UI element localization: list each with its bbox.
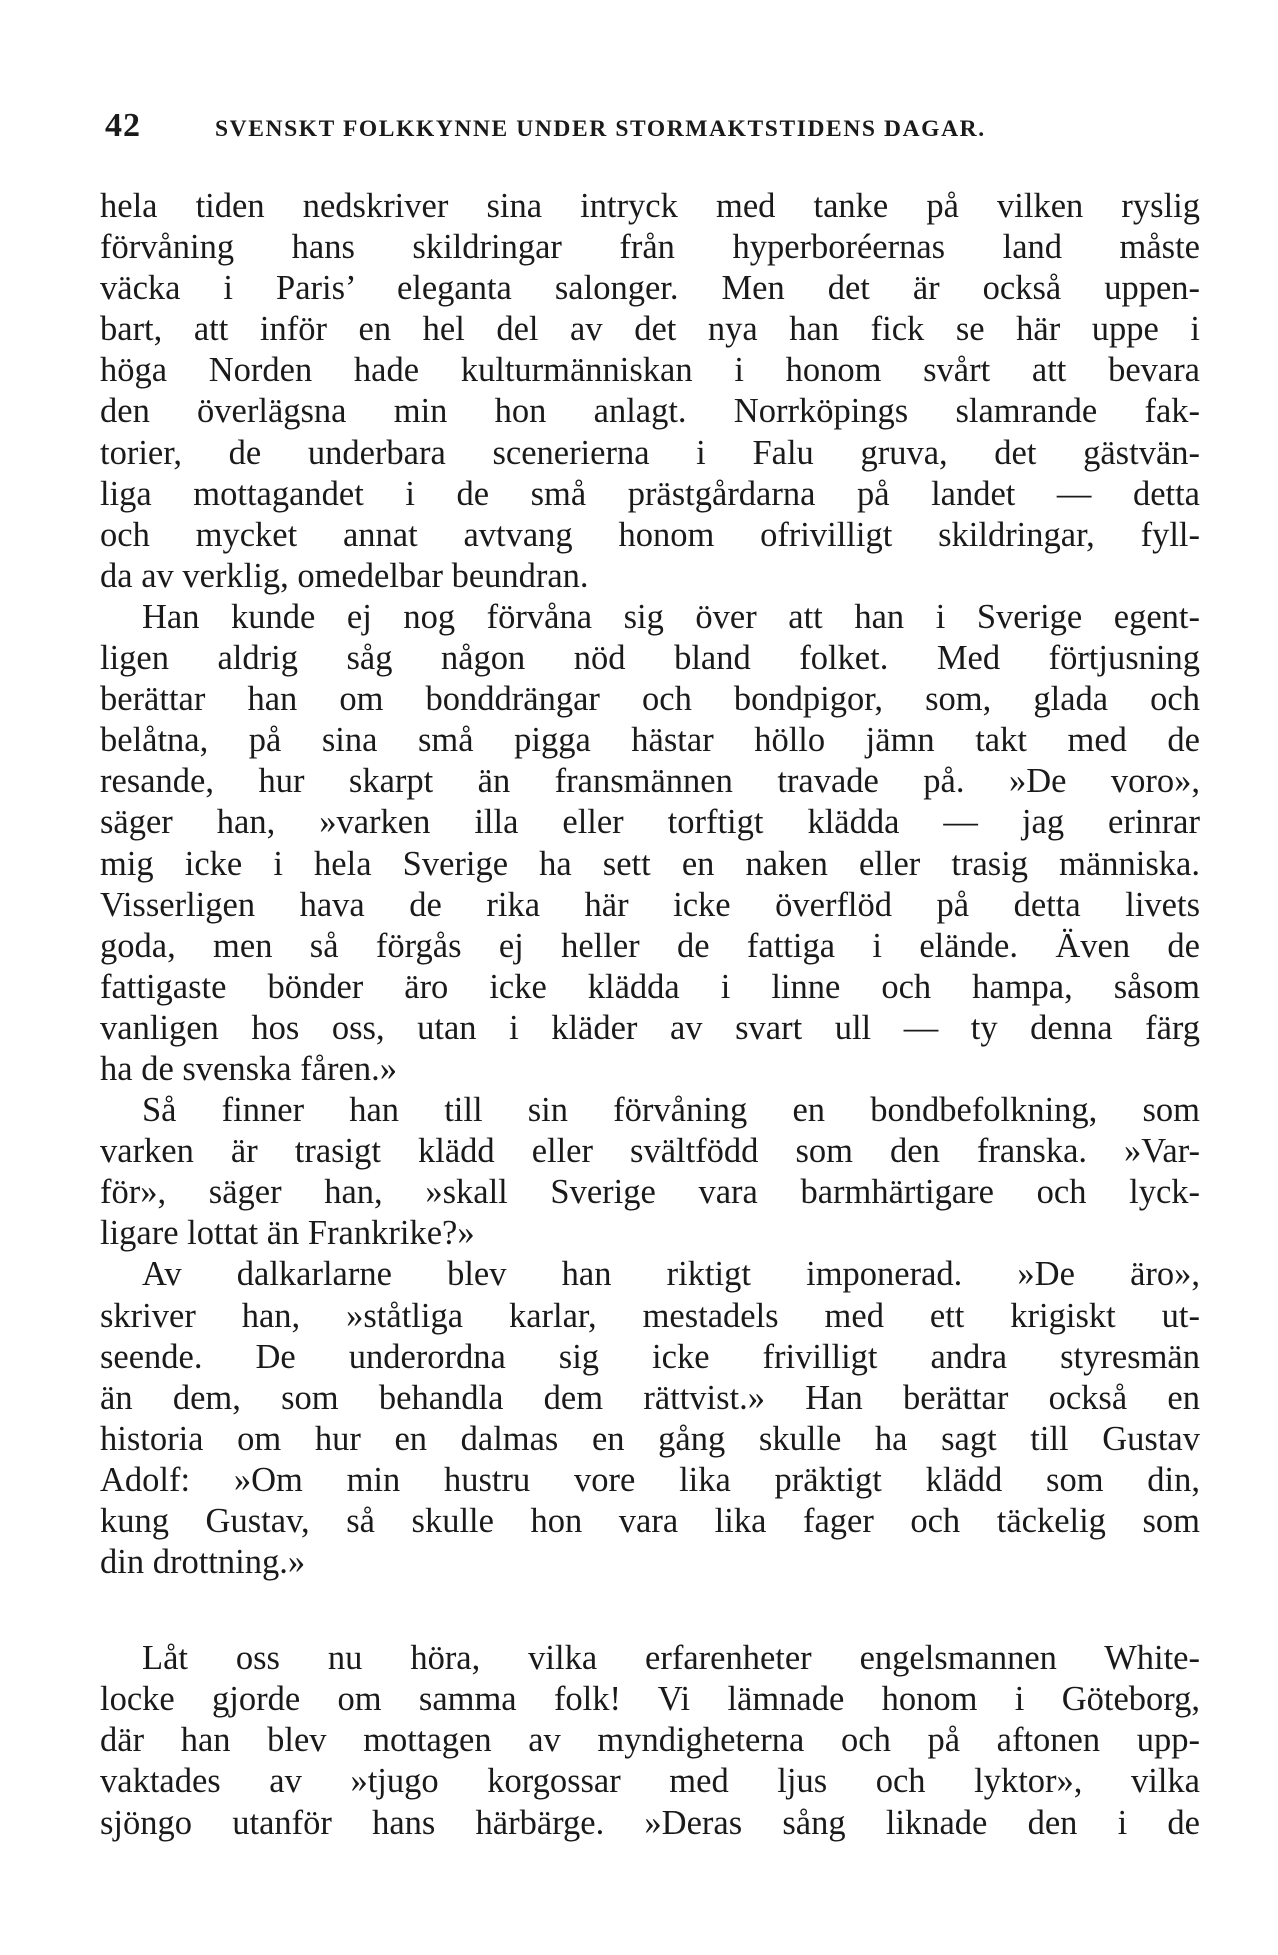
body-text xyxy=(100,186,1200,1844)
text-line: seende. De underordna sig icke frivilligt andra styresmän xyxy=(100,1337,1200,1376)
text-line: sjöngo utanför hans härbärge. »Deras sång liknade den i de xyxy=(100,1803,1200,1842)
text-line: förvåning hans skildringar från hyperboréernas land måste xyxy=(100,228,1200,267)
text-line: kung Gustav, så skulle hon vara lika fager och täckelig som xyxy=(100,1502,1200,1540)
text-line: ligen aldrig såg någon nöd bland folket. Med förtjusning xyxy=(100,639,1200,678)
text-line: vaktades av »tjugo korgossar med ljus och lyktor», vilka xyxy=(100,1762,1200,1801)
text-line: torier, de underbara scenerierna i Falu gruva, det gästvän- xyxy=(100,433,1200,472)
text-line: för», säger han, »skall Sverige vara barmhärtigare och lyck- xyxy=(100,1173,1200,1212)
text-line: väcka i Paris’ eleganta salonger. Men det är också uppen- xyxy=(100,269,1200,308)
text-line: liga mottagandet i de små prästgårdarna på landet — detta xyxy=(100,474,1200,513)
text-line: da av verklig, omedelbar beundran. xyxy=(100,556,589,595)
text-line: Han kunde ej nog förvåna sig över att han i Sverige egent- xyxy=(142,597,1200,636)
text-line: där han blev mottagen av myndigheterna och på aftonen upp- xyxy=(100,1721,1200,1760)
text-line: och mycket annat avtvang honom ofrivilligt skildringar, fyll- xyxy=(100,515,1200,554)
text-line: din drottning.» xyxy=(100,1543,306,1582)
running-head xyxy=(105,107,1195,147)
paragraph-gap xyxy=(100,1583,1200,1638)
text-line: än dem, som behandla dem rättvist.» Han berättar också en xyxy=(100,1378,1200,1417)
text-line: Visserligen hava de rika här icke överflöd på detta livets xyxy=(100,885,1200,924)
text-line: berättar han om bonddrängar och bondpigor, som, glada och xyxy=(100,680,1200,719)
text-line: fattigaste bönder äro icke klädda i linne och hampa, såsom xyxy=(100,967,1200,1006)
text-line: historia om hur en dalmas en gång skulle ha sagt till Gustav xyxy=(100,1419,1200,1458)
text-line: resande, hur skarpt än fransmännen travade på. »De voro», xyxy=(100,762,1200,801)
text-line: ha de svenska fåren.» xyxy=(100,1049,397,1088)
text-line: Så finner han till sin förvåning en bondbefolkning, som xyxy=(142,1091,1200,1130)
text-line: den överlägsna min hon anlagt. Norrköpings slamrande fak- xyxy=(100,392,1200,431)
text-line: varken är trasigt klädd eller svältfödd som den franska. »Var- xyxy=(100,1132,1200,1171)
text-line: locke gjorde om samma folk! Vi lämnade honom i Göteborg, xyxy=(100,1680,1200,1719)
text-line: goda, men så förgås ej heller de fattiga i elände. Även de xyxy=(100,926,1200,965)
text-line: Av dalkarlarne blev han riktigt imponerad. »De äro», xyxy=(142,1255,1200,1294)
text-line: vanligen hos oss, utan i kläder av svart ull — ty denna färg xyxy=(100,1008,1200,1047)
text-line: belåtna, på sina små pigga hästar höllo jämn takt med de xyxy=(100,721,1200,760)
text-line: höga Norden hade kulturmänniskan i honom svårt att bevara xyxy=(100,351,1200,390)
text-line: hela tiden nedskriver sina intryck med tanke på vilken ryslig xyxy=(100,187,1200,225)
text-line: Låt oss nu höra, vilka erfarenheter engelsmannen White- xyxy=(142,1639,1200,1678)
running-title: SVENSKT FOLKKYNNE UNDER STORMAKTSTIDENS DAGAR. xyxy=(215,116,986,142)
text-line: skriver han, »ståtliga karlar, mestadels med ett krigiskt ut- xyxy=(100,1296,1200,1335)
text-line: mig icke i hela Sverige ha sett en naken eller trasig människa. xyxy=(100,844,1200,883)
text-line: ligare lottat än Frankrike?» xyxy=(100,1214,475,1253)
text-line: Adolf: »Om min hustru vore lika präktigt klädd som din, xyxy=(100,1460,1200,1499)
text-line: säger han, »varken illa eller torftigt klädda — jag erinrar xyxy=(100,803,1200,842)
text-line: bart, att inför en hel del av det nya han fick se här uppe i xyxy=(100,310,1200,349)
page-number: 42 xyxy=(105,107,141,144)
